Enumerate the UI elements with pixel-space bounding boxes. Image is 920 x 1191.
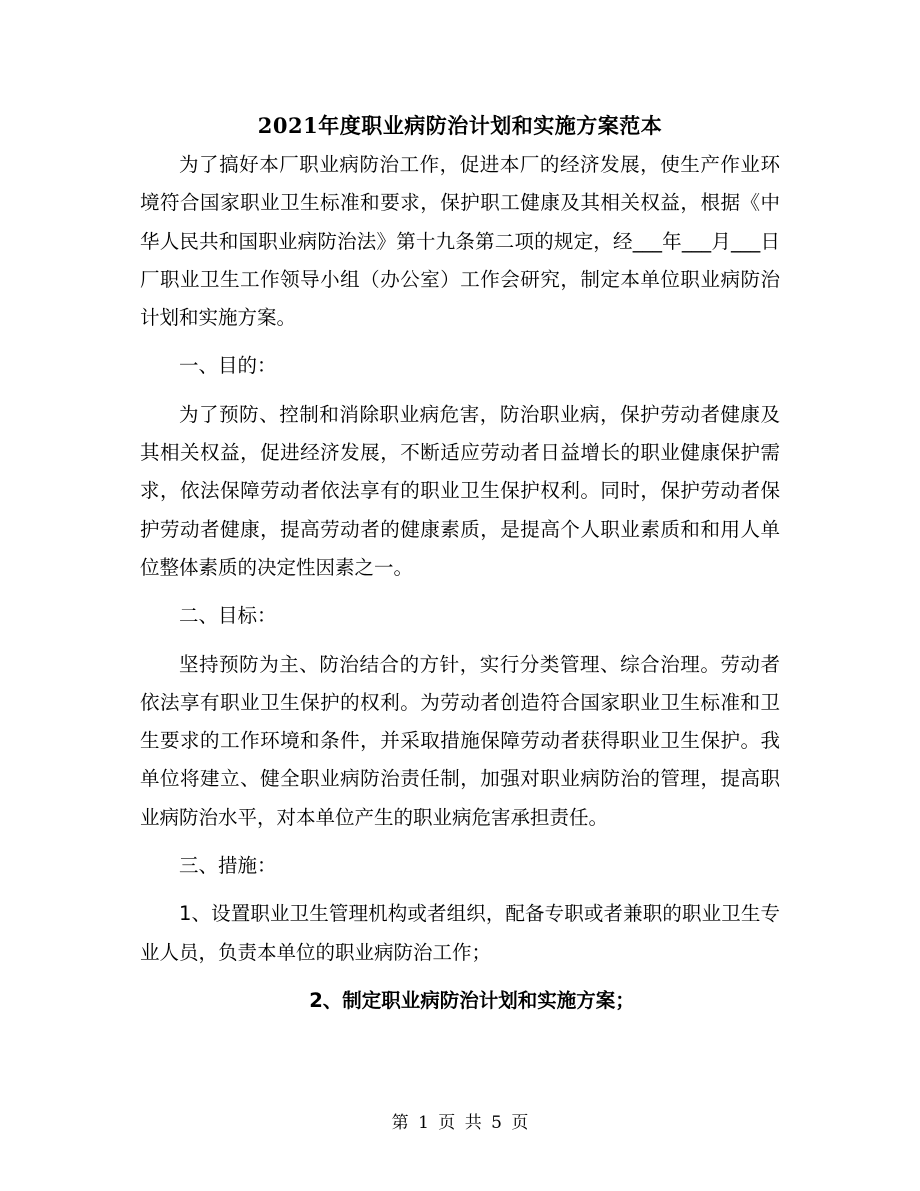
document-body	[140, 146, 780, 1020]
page-number-footer: 第 1 页 共 5 页	[391, 1113, 529, 1133]
section-heading-measures: 三、措施：	[179, 854, 277, 878]
measure-item-1: 1、设置职业卫生管理机构或者组织，配备专职或者兼职的职业卫生专业人员，负责本单位的职业病防治工作；	[140, 902, 780, 964]
section-heading-purpose: 一、目的：	[179, 354, 277, 378]
section-heading-goal: 二、目标：	[179, 604, 277, 628]
goal-paragraph: 坚持预防为主、防治结合的方针，实行分类管理、综合治理。劳动者依法享有职业卫生保护的权利。为劳动者创造符合国家职业卫生标准和卫生要求的工作环境和条件，并采取措施保障劳动者获得职业卫生保护。我单位将建立、健全职业病防治责任制，加强对职业病防治的管理，提高职业病防治水平，对本单位产生的职业病危害承担责任。	[140, 652, 780, 829]
intro-paragraph: 为了搞好本厂职业病防治工作，促进本厂的经济发展，使生产作业环境符合国家职业卫生标准和要求，保护职工健康及其相关权益，根据《中华人民共和国职业病防治法》第十九条第二项的规定，经___年___月___日厂职业卫生工作领导小组（办公室）工作会研究，制定本单位职业病防治计划和实施方案。	[140, 153, 780, 330]
document-title: 2021年度职业病防治计划和实施方案范本	[257, 113, 663, 138]
purpose-paragraph: 为了预防、控制和消除职业病危害，防治职业病，保护劳动者健康及其相关权益，促进经济发展，不断适应劳动者日益增长的职业健康保护需求，依法保障劳动者依法享有的职业卫生保护权利。同时，保护劳动者保护劳动者健康，提高劳动者的健康素质，是提高个人职业素质和和用人单位整体素质的决定性因素之一。	[140, 402, 780, 579]
measure-item-2: 2、制定职业病防治计划和实施方案；	[309, 988, 635, 1012]
